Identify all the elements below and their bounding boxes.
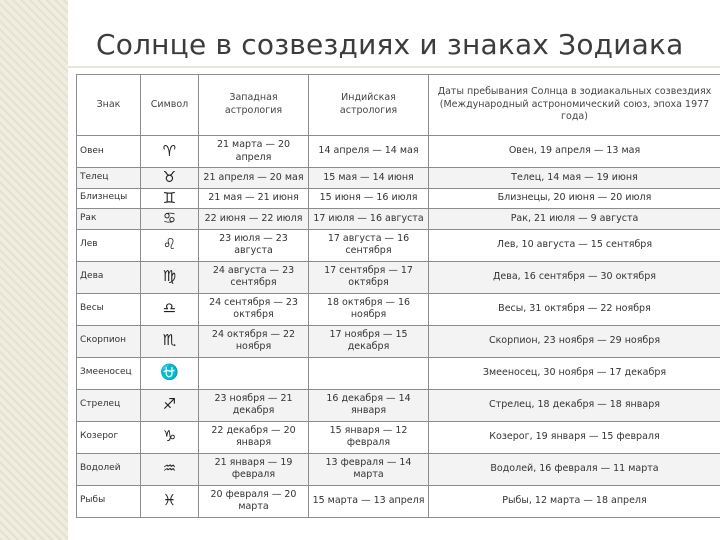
zodiac-table [76, 74, 720, 518]
table-row [77, 261, 720, 293]
western-dates: 21 апреля — 20 мая [199, 168, 309, 189]
zodiac-symbol-icon: ♍ [141, 261, 199, 293]
western-dates: 21 января — 19 февраля [199, 453, 309, 485]
western-dates [199, 357, 309, 389]
sign-name: Скорпион [77, 325, 141, 357]
table-row [77, 136, 720, 168]
table-row [77, 188, 720, 209]
western-dates: 22 декабря — 20 января [199, 421, 309, 453]
table-row [77, 453, 720, 485]
indian-dates: 16 декабря — 14 января [309, 389, 429, 421]
iau-dates: Дева, 16 сентября — 30 октября [429, 261, 720, 293]
iau-dates: Змееносец, 30 ноября — 17 декабря [429, 357, 720, 389]
sign-name: Лев [77, 229, 141, 261]
table-row [77, 325, 720, 357]
iau-dates: Овен, 19 апреля — 13 мая [429, 136, 720, 168]
sign-name: Дева [77, 261, 141, 293]
indian-dates: 17 августа — 16 сентября [309, 229, 429, 261]
western-dates: 24 сентября — 23 октября [199, 293, 309, 325]
zodiac-symbol-icon: ♑ [141, 421, 199, 453]
zodiac-symbol-icon: ♈ [141, 136, 199, 168]
western-dates: 20 февраля — 20 марта [199, 485, 309, 517]
western-dates: 23 июля — 23 августа [199, 229, 309, 261]
western-dates: 24 октября — 22 ноября [199, 325, 309, 357]
iau-dates: Телец, 14 мая — 19 июня [429, 168, 720, 189]
zodiac-symbol-icon: ♏ [141, 325, 199, 357]
table-row [77, 357, 720, 389]
sign-name: Весы [77, 293, 141, 325]
table-row [77, 209, 720, 230]
indian-dates: 14 апреля — 14 мая [309, 136, 429, 168]
table-row [77, 293, 720, 325]
western-dates: 24 августа — 23 сентября [199, 261, 309, 293]
sign-name: Телец [77, 168, 141, 189]
western-dates: 23 ноября — 21 декабря [199, 389, 309, 421]
zodiac-symbol-icon: ♋ [141, 209, 199, 230]
table-row [77, 485, 720, 517]
title-divider [68, 66, 720, 68]
iau-dates: Рак, 21 июля — 9 августа [429, 209, 720, 230]
indian-dates: 15 июня — 16 июля [309, 188, 429, 209]
indian-dates: 17 июля — 16 августа [309, 209, 429, 230]
zodiac-symbol-icon: ⛎ [141, 357, 199, 389]
zodiac-symbol-icon: ♓ [141, 485, 199, 517]
indian-dates: 13 февраля — 14 марта [309, 453, 429, 485]
sign-name: Змееносец [77, 357, 141, 389]
sign-name: Водолей [77, 453, 141, 485]
sign-name: Овен [77, 136, 141, 168]
header-indian: Индийская астрология [309, 75, 429, 136]
table-row [77, 229, 720, 261]
iau-dates: Скорпион, 23 ноября — 29 ноября [429, 325, 720, 357]
zodiac-symbol-icon: ♊ [141, 188, 199, 209]
zodiac-symbol-icon: ♐ [141, 389, 199, 421]
zodiac-symbol-icon: ♒ [141, 453, 199, 485]
sign-name: Козерог [77, 421, 141, 453]
header-iau-dates: Даты пребывания Солнца в зодиакальных созвездиях (Международный астрономический союз, эпоха 1977 года) [429, 75, 720, 136]
sign-name: Стрелец [77, 389, 141, 421]
western-dates: 21 марта — 20 апреля [199, 136, 309, 168]
table-row [77, 421, 720, 453]
indian-dates [309, 357, 429, 389]
indian-dates: 17 сентября — 17 октября [309, 261, 429, 293]
indian-dates: 15 марта — 13 апреля [309, 485, 429, 517]
western-dates: 21 мая — 21 июня [199, 188, 309, 209]
page-title: Солнце в созвездиях и знаках Зодиака [96, 28, 684, 61]
iau-dates: Водолей, 16 февраля — 11 марта [429, 453, 720, 485]
western-dates: 22 июня — 22 июля [199, 209, 309, 230]
table-header-row [77, 75, 720, 136]
iau-dates: Весы, 31 октября — 22 ноября [429, 293, 720, 325]
header-western: Западная астрология [199, 75, 309, 136]
indian-dates: 15 января — 12 февраля [309, 421, 429, 453]
indian-dates: 15 мая — 14 июня [309, 168, 429, 189]
sign-name: Близнецы [77, 188, 141, 209]
iau-dates: Козерог, 19 января — 15 февраля [429, 421, 720, 453]
iau-dates: Близнецы, 20 июня — 20 июля [429, 188, 720, 209]
sign-name: Рак [77, 209, 141, 230]
header-symbol: Символ [141, 75, 199, 136]
zodiac-symbol-icon: ♌ [141, 229, 199, 261]
table-row [77, 389, 720, 421]
iau-dates: Лев, 10 августа — 15 сентября [429, 229, 720, 261]
decorative-stripe [0, 0, 68, 540]
indian-dates: 18 октября — 16 ноября [309, 293, 429, 325]
iau-dates: Рыбы, 12 марта — 18 апреля [429, 485, 720, 517]
sign-name: Рыбы [77, 485, 141, 517]
header-sign: Знак [77, 75, 141, 136]
zodiac-symbol-icon: ♉ [141, 168, 199, 189]
iau-dates: Стрелец, 18 декабря — 18 января [429, 389, 720, 421]
table-row [77, 168, 720, 189]
indian-dates: 17 ноября — 15 декабря [309, 325, 429, 357]
zodiac-symbol-icon: ♎ [141, 293, 199, 325]
